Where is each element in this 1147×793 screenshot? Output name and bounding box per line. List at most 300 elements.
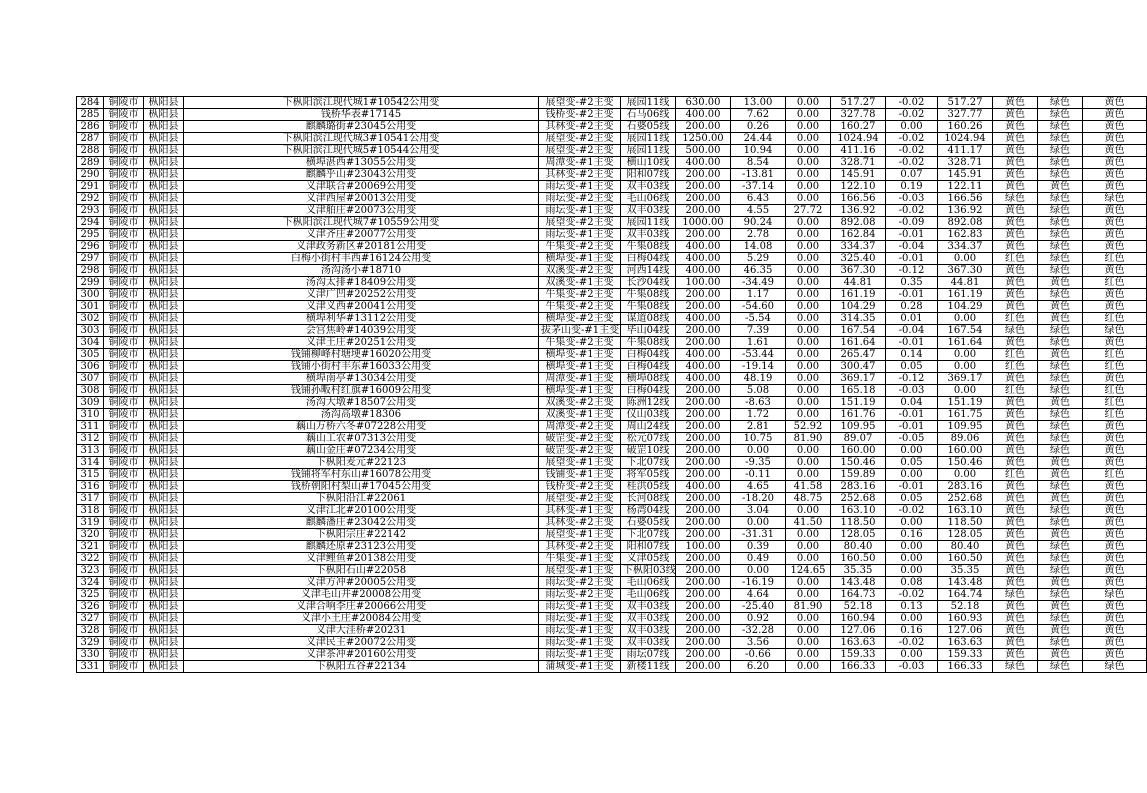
- line-cell: 长沙04线: [621, 277, 676, 289]
- line-cell: 下枞阳03线: [621, 565, 676, 577]
- value-c-cell: 161.64: [831, 337, 886, 349]
- city-cell: 铜陵市: [104, 325, 144, 337]
- row-number: 330: [77, 649, 104, 661]
- status-1-cell: 黄色: [993, 529, 1038, 541]
- transformer-name-cell: 麒麟潘庄#23042公用变: [184, 517, 539, 529]
- value-c-cell: 265.47: [831, 349, 886, 361]
- county-cell: 枞阳县: [144, 121, 184, 133]
- table-row: [77, 529, 1147, 541]
- status-1-cell: 黄色: [993, 601, 1038, 613]
- substation-cell: 破罡变-#2主变: [539, 445, 621, 457]
- value-b-cell: 0.00: [786, 289, 831, 301]
- table-row: [77, 457, 1147, 469]
- row-number: 292: [77, 193, 104, 205]
- value-c-cell: 160.50: [831, 553, 886, 565]
- status-3-cell: 黄色: [1083, 97, 1147, 109]
- capacity-cell: 200.00: [676, 445, 731, 457]
- city-cell: 铜陵市: [104, 241, 144, 253]
- county-cell: 枞阳县: [144, 565, 184, 577]
- value-a-cell: 7.39: [731, 325, 786, 337]
- value-d-cell: 0.05: [886, 457, 938, 469]
- value-c-cell: 327.78: [831, 109, 886, 121]
- value-b-cell: 0.00: [786, 301, 831, 313]
- county-cell: 枞阳县: [144, 385, 184, 397]
- status-1-cell: 黄色: [993, 505, 1038, 517]
- status-3-cell: 红色: [1083, 397, 1147, 409]
- table-row: [77, 409, 1147, 421]
- value-a-cell: -31.31: [731, 529, 786, 541]
- county-cell: 枞阳县: [144, 349, 184, 361]
- table-row: [77, 577, 1147, 589]
- value-a-cell: 6.20: [731, 661, 786, 673]
- status-2-cell: 黄色: [1038, 313, 1083, 325]
- value-d-cell: 0.00: [886, 649, 938, 661]
- table-row: [77, 205, 1147, 217]
- status-3-cell: 黄色: [1083, 217, 1147, 229]
- county-cell: 枞阳县: [144, 277, 184, 289]
- value-d-cell: 0.00: [886, 565, 938, 577]
- table-row: [77, 253, 1147, 265]
- status-3-cell: 黄色: [1083, 445, 1147, 457]
- value-d-cell: 0.00: [886, 517, 938, 529]
- capacity-cell: 400.00: [676, 241, 731, 253]
- transformer-name-cell: 钱铺小街村丰东#16033公用变: [184, 361, 539, 373]
- transformer-name-cell: 下枞阳滨江现代城3#10541公用变: [184, 133, 539, 145]
- value-e-cell: 283.16: [938, 481, 993, 493]
- status-2-cell: 绿色: [1038, 421, 1083, 433]
- value-b-cell: 0.00: [786, 397, 831, 409]
- substation-cell: 展望变-#2主变: [539, 145, 621, 157]
- city-cell: 铜陵市: [104, 493, 144, 505]
- row-number: 312: [77, 433, 104, 445]
- city-cell: 铜陵市: [104, 481, 144, 493]
- substation-cell: 横埠变-#1主变: [539, 349, 621, 361]
- value-e-cell: 517.27: [938, 97, 993, 109]
- transformer-name-cell: 汤沟大墩#18507公用变: [184, 397, 539, 409]
- value-e-cell: 0.00: [938, 469, 993, 481]
- line-cell: 双丰03线: [621, 625, 676, 637]
- status-3-cell: 黄色: [1083, 241, 1147, 253]
- value-b-cell: 0.00: [786, 229, 831, 241]
- value-b-cell: 0.00: [786, 217, 831, 229]
- status-3-cell: 黄色: [1083, 289, 1147, 301]
- status-3-cell: 红色: [1083, 469, 1147, 481]
- value-d-cell: -0.03: [886, 661, 938, 673]
- value-c-cell: 89.07: [831, 433, 886, 445]
- status-3-cell: 绿色: [1083, 589, 1147, 601]
- substation-cell: 展望变-#2主变: [539, 97, 621, 109]
- status-1-cell: 红色: [993, 385, 1038, 397]
- value-a-cell: 7.62: [731, 109, 786, 121]
- status-2-cell: 绿色: [1038, 241, 1083, 253]
- transformer-name-cell: 藕山工农#07313公用变: [184, 433, 539, 445]
- substation-cell: 钱桥变-#2主变: [539, 109, 621, 121]
- value-d-cell: -0.02: [886, 205, 938, 217]
- county-cell: 枞阳县: [144, 613, 184, 625]
- county-cell: 枞阳县: [144, 601, 184, 613]
- row-number: 311: [77, 421, 104, 433]
- capacity-cell: 200.00: [676, 181, 731, 193]
- status-3-cell: 黄色: [1083, 541, 1147, 553]
- value-b-cell: 0.00: [786, 133, 831, 145]
- capacity-cell: 200.00: [676, 385, 731, 397]
- value-c-cell: 892.08: [831, 217, 886, 229]
- status-3-cell: 黄色: [1083, 265, 1147, 277]
- line-cell: 雨坛07线: [621, 649, 676, 661]
- value-b-cell: 0.00: [786, 145, 831, 157]
- value-e-cell: 151.19: [938, 397, 993, 409]
- line-cell: 义津05线: [621, 553, 676, 565]
- status-3-cell: 红色: [1083, 277, 1147, 289]
- row-number: 301: [77, 301, 104, 313]
- status-3-cell: 黄色: [1083, 169, 1147, 181]
- substation-cell: 其林变-#2主变: [539, 169, 621, 181]
- status-3-cell: 黄色: [1083, 121, 1147, 133]
- value-b-cell: 0.00: [786, 409, 831, 421]
- substation-cell: 雨坛变-#2主变: [539, 589, 621, 601]
- county-cell: 枞阳县: [144, 241, 184, 253]
- transformer-name-cell: 钱铺柳峰村塘埂#16020公用变: [184, 349, 539, 361]
- line-cell: 展园11线: [621, 133, 676, 145]
- status-2-cell: 黄色: [1038, 577, 1083, 589]
- transformer-name-cell: 义津茶冲#20160公用变: [184, 649, 539, 661]
- status-2-cell: 绿色: [1038, 553, 1083, 565]
- status-3-cell: 黄色: [1083, 565, 1147, 577]
- county-cell: 枞阳县: [144, 625, 184, 637]
- line-cell: 杨湾04线: [621, 505, 676, 517]
- county-cell: 枞阳县: [144, 193, 184, 205]
- row-number: 325: [77, 589, 104, 601]
- table-row: [77, 337, 1147, 349]
- substation-cell: 雨坛变-#1主变: [539, 649, 621, 661]
- substation-cell: 雨坛变-#2主变: [539, 577, 621, 589]
- status-3-cell: 黄色: [1083, 529, 1147, 541]
- substation-cell: 周潭变-#1主变: [539, 157, 621, 169]
- row-number: 329: [77, 637, 104, 649]
- value-d-cell: 0.00: [886, 445, 938, 457]
- status-1-cell: 黄色: [993, 553, 1038, 565]
- row-number: 286: [77, 121, 104, 133]
- table-body: [77, 97, 1147, 673]
- status-1-cell: 黄色: [993, 421, 1038, 433]
- county-cell: 枞阳县: [144, 229, 184, 241]
- value-a-cell: -0.11: [731, 469, 786, 481]
- status-2-cell: 黄色: [1038, 349, 1083, 361]
- capacity-cell: 200.00: [676, 337, 731, 349]
- value-e-cell: 159.33: [938, 649, 993, 661]
- line-cell: 双丰03线: [621, 637, 676, 649]
- county-cell: 枞阳县: [144, 433, 184, 445]
- county-cell: 枞阳县: [144, 145, 184, 157]
- value-d-cell: -0.02: [886, 505, 938, 517]
- value-a-cell: 0.00: [731, 517, 786, 529]
- status-1-cell: 黄色: [993, 97, 1038, 109]
- status-3-cell: 绿色: [1083, 661, 1147, 673]
- city-cell: 铜陵市: [104, 277, 144, 289]
- value-d-cell: 0.07: [886, 169, 938, 181]
- value-e-cell: 369.17: [938, 373, 993, 385]
- line-cell: 长河08线: [621, 493, 676, 505]
- value-c-cell: 1024.94: [831, 133, 886, 145]
- value-e-cell: 160.00: [938, 445, 993, 457]
- substation-cell: 其林变-#2主变: [539, 541, 621, 553]
- status-1-cell: 黄色: [993, 229, 1038, 241]
- value-c-cell: 160.00: [831, 445, 886, 457]
- value-c-cell: 122.10: [831, 181, 886, 193]
- status-1-cell: 黄色: [993, 565, 1038, 577]
- status-3-cell: 红色: [1083, 313, 1147, 325]
- value-e-cell: 109.95: [938, 421, 993, 433]
- status-2-cell: 黄色: [1038, 469, 1083, 481]
- city-cell: 铜陵市: [104, 337, 144, 349]
- line-cell: 阳和07线: [621, 541, 676, 553]
- capacity-cell: 200.00: [676, 589, 731, 601]
- value-a-cell: 10.75: [731, 433, 786, 445]
- value-c-cell: 314.35: [831, 313, 886, 325]
- value-b-cell: 0.00: [786, 157, 831, 169]
- status-1-cell: 绿色: [993, 589, 1038, 601]
- substation-cell: 雨坛变-#1主变: [539, 613, 621, 625]
- table-row: [77, 109, 1147, 121]
- value-d-cell: 0.04: [886, 397, 938, 409]
- value-e-cell: 118.50: [938, 517, 993, 529]
- value-c-cell: 325.40: [831, 253, 886, 265]
- line-cell: 双丰03线: [621, 229, 676, 241]
- capacity-cell: 200.00: [676, 613, 731, 625]
- value-b-cell: 0.00: [786, 553, 831, 565]
- transformer-name-cell: 汤沟汤小#18710: [184, 265, 539, 277]
- transformer-name-cell: 义津联合#20069公用变: [184, 181, 539, 193]
- value-d-cell: 0.13: [886, 601, 938, 613]
- line-cell: 白梅04线: [621, 361, 676, 373]
- capacity-cell: 200.00: [676, 601, 731, 613]
- substation-cell: 展望变-#1主变: [539, 457, 621, 469]
- city-cell: 铜陵市: [104, 397, 144, 409]
- county-cell: 枞阳县: [144, 517, 184, 529]
- status-1-cell: 绿色: [993, 661, 1038, 673]
- line-cell: 下北07线: [621, 529, 676, 541]
- value-e-cell: 163.10: [938, 505, 993, 517]
- value-c-cell: 150.46: [831, 457, 886, 469]
- row-number: 305: [77, 349, 104, 361]
- city-cell: 铜陵市: [104, 109, 144, 121]
- value-b-cell: 0.00: [786, 637, 831, 649]
- line-cell: 石婆05线: [621, 517, 676, 529]
- city-cell: 铜陵市: [104, 577, 144, 589]
- value-d-cell: -0.01: [886, 481, 938, 493]
- status-2-cell: 绿色: [1038, 637, 1083, 649]
- value-a-cell: 0.92: [731, 613, 786, 625]
- status-2-cell: 绿色: [1038, 661, 1083, 673]
- capacity-cell: 630.00: [676, 97, 731, 109]
- value-b-cell: 0.00: [786, 613, 831, 625]
- capacity-cell: 200.00: [676, 577, 731, 589]
- city-cell: 铜陵市: [104, 253, 144, 265]
- county-cell: 枞阳县: [144, 265, 184, 277]
- status-3-cell: 黄色: [1083, 613, 1147, 625]
- line-cell: 新楼11线: [621, 661, 676, 673]
- county-cell: 枞阳县: [144, 649, 184, 661]
- city-cell: 铜陵市: [104, 385, 144, 397]
- status-3-cell: 红色: [1083, 361, 1147, 373]
- value-b-cell: 0.00: [786, 337, 831, 349]
- line-cell: 双丰03线: [621, 601, 676, 613]
- city-cell: 铜陵市: [104, 169, 144, 181]
- value-b-cell: 0.00: [786, 325, 831, 337]
- table-row: [77, 289, 1147, 301]
- status-3-cell: 黄色: [1083, 505, 1147, 517]
- status-1-cell: 黄色: [993, 181, 1038, 193]
- value-d-cell: 0.00: [886, 613, 938, 625]
- value-c-cell: 52.18: [831, 601, 886, 613]
- city-cell: 铜陵市: [104, 289, 144, 301]
- status-1-cell: 黄色: [993, 265, 1038, 277]
- value-b-cell: 0.00: [786, 253, 831, 265]
- county-cell: 枞阳县: [144, 373, 184, 385]
- table-row: [77, 481, 1147, 493]
- capacity-cell: 200.00: [676, 565, 731, 577]
- table-row: [77, 565, 1147, 577]
- line-cell: 河西14线: [621, 265, 676, 277]
- row-number: 290: [77, 169, 104, 181]
- city-cell: 铜陵市: [104, 505, 144, 517]
- line-cell: 石婆05线: [621, 121, 676, 133]
- status-1-cell: 红色: [993, 361, 1038, 373]
- value-b-cell: 48.75: [786, 493, 831, 505]
- capacity-cell: 200.00: [676, 493, 731, 505]
- city-cell: 铜陵市: [104, 181, 144, 193]
- table-row: [77, 193, 1147, 205]
- value-b-cell: 0.00: [786, 661, 831, 673]
- capacity-cell: 200.00: [676, 469, 731, 481]
- table-row: [77, 613, 1147, 625]
- table-row: [77, 553, 1147, 565]
- county-cell: 枞阳县: [144, 289, 184, 301]
- value-d-cell: 0.00: [886, 121, 938, 133]
- value-a-cell: 10.94: [731, 145, 786, 157]
- row-number: 321: [77, 541, 104, 553]
- value-c-cell: 300.47: [831, 361, 886, 373]
- capacity-cell: 400.00: [676, 253, 731, 265]
- value-d-cell: 0.16: [886, 625, 938, 637]
- value-e-cell: 0.00: [938, 349, 993, 361]
- value-c-cell: 328.71: [831, 157, 886, 169]
- transformer-name-cell: 麒麟璐街#23045公用变: [184, 121, 539, 133]
- line-cell: 下北07线: [621, 457, 676, 469]
- row-number: 317: [77, 493, 104, 505]
- value-b-cell: 0.00: [786, 169, 831, 181]
- value-c-cell: 118.50: [831, 517, 886, 529]
- county-cell: 枞阳县: [144, 361, 184, 373]
- capacity-cell: 200.00: [676, 397, 731, 409]
- value-d-cell: -0.03: [886, 385, 938, 397]
- line-cell: 谋道08线: [621, 313, 676, 325]
- value-b-cell: 0.00: [786, 541, 831, 553]
- capacity-cell: 200.00: [676, 325, 731, 337]
- transformer-name-cell: 义津广凹#20252公用变: [184, 289, 539, 301]
- county-cell: 枞阳县: [144, 97, 184, 109]
- status-1-cell: 黄色: [993, 169, 1038, 181]
- value-a-cell: 0.00: [731, 445, 786, 457]
- row-number: 313: [77, 445, 104, 457]
- table-row: [77, 121, 1147, 133]
- value-b-cell: 0.00: [786, 193, 831, 205]
- line-cell: 展园11线: [621, 217, 676, 229]
- county-cell: 枞阳县: [144, 541, 184, 553]
- value-a-cell: 14.08: [731, 241, 786, 253]
- city-cell: 铜陵市: [104, 517, 144, 529]
- status-1-cell: 红色: [993, 469, 1038, 481]
- value-b-cell: 41.50: [786, 517, 831, 529]
- status-1-cell: 黄色: [993, 157, 1038, 169]
- value-c-cell: 128.05: [831, 529, 886, 541]
- line-cell: 展园11线: [621, 145, 676, 157]
- value-d-cell: -0.01: [886, 253, 938, 265]
- value-d-cell: -0.05: [886, 433, 938, 445]
- city-cell: 铜陵市: [104, 613, 144, 625]
- substation-cell: 其林变-#2主变: [539, 121, 621, 133]
- status-1-cell: 黄色: [993, 517, 1038, 529]
- transformer-name-cell: 义津民主#20072公用变: [184, 637, 539, 649]
- value-c-cell: 367.30: [831, 265, 886, 277]
- table-row: [77, 181, 1147, 193]
- value-a-cell: 3.04: [731, 505, 786, 517]
- value-e-cell: 80.40: [938, 541, 993, 553]
- line-cell: 横埠08线: [621, 373, 676, 385]
- row-number: 288: [77, 145, 104, 157]
- transformer-name-cell: 汤沟太排#18409公用变: [184, 277, 539, 289]
- transformer-name-cell: 义津王庄#20251公用变: [184, 337, 539, 349]
- line-cell: 牛集08线: [621, 241, 676, 253]
- line-cell: 牛集08线: [621, 301, 676, 313]
- value-e-cell: 161.64: [938, 337, 993, 349]
- value-c-cell: 160.27: [831, 121, 886, 133]
- city-cell: 铜陵市: [104, 301, 144, 313]
- status-3-cell: 黄色: [1083, 577, 1147, 589]
- table-row: [77, 361, 1147, 373]
- value-d-cell: 0.28: [886, 301, 938, 313]
- city-cell: 铜陵市: [104, 541, 144, 553]
- value-c-cell: 411.16: [831, 145, 886, 157]
- value-e-cell: 162.83: [938, 229, 993, 241]
- county-cell: 枞阳县: [144, 421, 184, 433]
- transformer-name-cell: 义津毛山井#20008公用变: [184, 589, 539, 601]
- transformer-name-cell: 义津政务新区#20181公用变: [184, 241, 539, 253]
- value-c-cell: 517.27: [831, 97, 886, 109]
- substation-cell: 雨坛变-#1主变: [539, 625, 621, 637]
- value-b-cell: 0.00: [786, 589, 831, 601]
- status-3-cell: 红色: [1083, 409, 1147, 421]
- transformer-name-cell: 下枞阳滨江现代城5#10544公用变: [184, 145, 539, 157]
- status-3-cell: 黄色: [1083, 625, 1147, 637]
- value-e-cell: 367.30: [938, 265, 993, 277]
- table-row: [77, 445, 1147, 457]
- table-row: [77, 157, 1147, 169]
- city-cell: 铜陵市: [104, 601, 144, 613]
- transformer-name-cell: 义津方冲#20005公用变: [184, 577, 539, 589]
- row-number: 323: [77, 565, 104, 577]
- table-row: [77, 397, 1147, 409]
- status-1-cell: 绿色: [993, 193, 1038, 205]
- county-cell: 枞阳县: [144, 109, 184, 121]
- status-1-cell: 红色: [993, 349, 1038, 361]
- city-cell: 铜陵市: [104, 361, 144, 373]
- status-1-cell: 黄色: [993, 241, 1038, 253]
- value-c-cell: 143.48: [831, 577, 886, 589]
- value-a-cell: 5.08: [731, 385, 786, 397]
- status-2-cell: 绿色: [1038, 289, 1083, 301]
- capacity-cell: 200.00: [676, 517, 731, 529]
